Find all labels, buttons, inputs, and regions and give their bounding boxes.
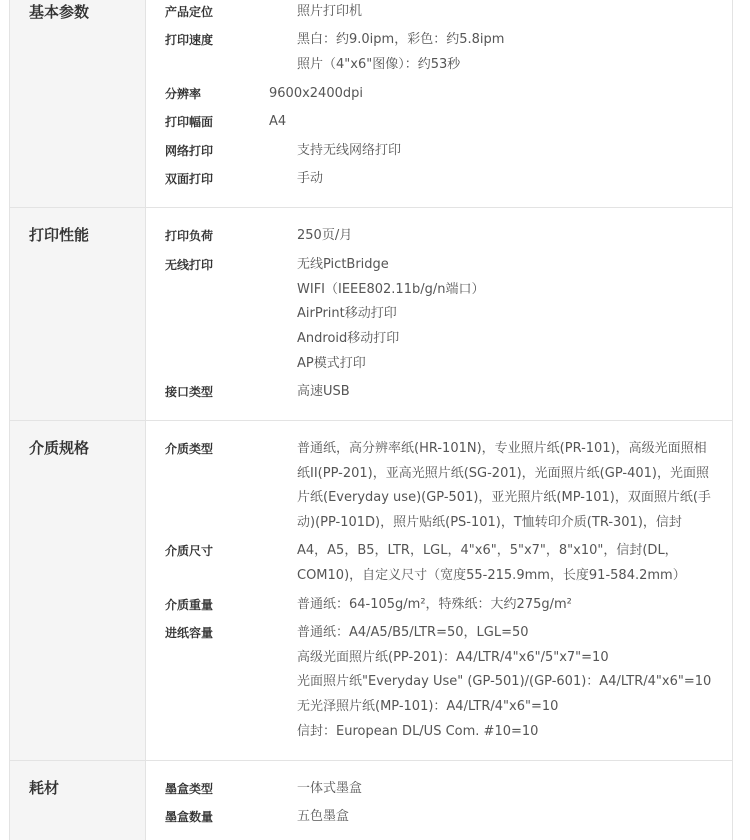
spec-value	[269, 82, 722, 107]
spec-label: 介质重量	[165, 598, 214, 612]
spec-value-line: A4，A5，B5，LTR，LGL，4"x6"，5"x7"，8"x10"，信封(DL，	[297, 543, 678, 558]
spec-value	[269, 110, 722, 135]
spec-value	[297, 593, 722, 618]
spec-value-line: 高速USB	[297, 384, 350, 399]
spec-value-line: 片纸(Everyday use)(GP-501)，亚光照片纸(MP-101)，双面照片纸(手	[297, 490, 711, 506]
spec-value	[297, 224, 722, 249]
spec-value-line: 手动	[297, 171, 324, 186]
spec-value	[297, 437, 722, 536]
spec-value-line: 普通纸：64-105g/m²，特殊纸：大约275g/m²	[297, 597, 572, 612]
spec-label: 介质尺寸	[165, 544, 214, 558]
section-media	[10, 421, 732, 761]
spec-value-line: 高级光面照片纸(PP-201)：A4/LTR/4"x6"/5"x7"=10	[297, 649, 609, 665]
category-cell	[10, 761, 146, 840]
category-cell	[10, 0, 146, 207]
spec-label: 无线打印	[165, 258, 214, 272]
section-rows	[146, 0, 732, 207]
category-title: 介质规格	[29, 439, 90, 457]
category-title: 耗材	[29, 779, 60, 797]
spec-label: 产品定位	[165, 5, 214, 19]
spec-value-line: 9600x2400dpi	[269, 86, 363, 101]
spec-value-line: 照片（4"x6"图像）：约53秒	[297, 56, 461, 72]
spec-value	[297, 0, 722, 25]
section-rows	[146, 421, 732, 760]
spec-value-line: A4	[269, 114, 287, 129]
section-basic	[10, 0, 732, 208]
section-performance	[10, 208, 732, 421]
spec-value	[297, 805, 722, 830]
spec-label: 分辨率	[165, 87, 202, 101]
spec-value-line: AP模式打印	[297, 355, 366, 371]
spec-label: 双面打印	[165, 172, 214, 186]
spec-value	[297, 777, 722, 802]
category-title: 基本参数	[29, 3, 90, 21]
spec-value-line: 五色墨盒	[297, 809, 350, 824]
spec-value	[297, 621, 722, 745]
section-consumables	[10, 761, 732, 840]
spec-label: 打印负荷	[165, 229, 214, 243]
spec-value-line: 250页/月	[297, 228, 353, 243]
spec-value	[297, 28, 722, 77]
spec-label: 网络打印	[165, 144, 214, 158]
spec-value-line: 普通纸：A4/A5/B5/LTR=50，LGL=50	[297, 625, 529, 640]
spec-value-line: 普通纸，高分辨率纸(HR-101N)，专业照片纸(PR-101)，高级光面照相	[297, 441, 707, 456]
section-rows	[146, 208, 732, 420]
spec-value-line: 动)(PP-101D)，照片贴纸(PS-101)，T恤转印介质(TR-301)，信封	[297, 515, 682, 531]
spec-value	[297, 167, 722, 192]
spec-value-line: COM10)，自定义尺寸（宽度55-215.9mm，长度91-584.2mm）	[297, 567, 686, 583]
spec-label: 墨盒数量	[165, 810, 214, 824]
spec-value	[297, 139, 722, 164]
spec-value-line: 无线PictBridge	[297, 257, 389, 272]
spec-label: 进纸容量	[165, 626, 214, 640]
spec-value	[297, 539, 722, 588]
spec-value-line: Android移动打印	[297, 331, 400, 347]
spec-label: 墨盒类型	[165, 782, 214, 796]
category-title: 打印性能	[29, 226, 90, 244]
spec-value-line: 黑白：约9.0ipm，彩色：约5.8ipm	[297, 32, 505, 47]
spec-value-line: 一体式墨盒	[297, 781, 363, 796]
category-cell	[10, 421, 146, 760]
spec-label: 接口类型	[165, 385, 214, 399]
spec-value-line: 光面照片纸"Everyday Use" (GP-501)/(GP-601)：A4/LTR/4"x6"=10	[297, 674, 712, 690]
spec-value-line: 信封：European DL/US Com. #10=10	[297, 723, 539, 739]
section-rows	[146, 761, 732, 840]
spec-value-line: 纸II(PP-201)，亚高光照片纸(SG-201)，光面照片纸(GP-401)，光面照	[297, 465, 709, 481]
spec-label: 介质类型	[165, 442, 214, 456]
spec-table	[9, 0, 733, 840]
spec-label: 打印幅面	[165, 115, 214, 129]
spec-value-line: 无光泽照片纸(MP-101)：A4/LTR/4"x6"=10	[297, 699, 559, 715]
spec-value-line: WIFI（IEEE802.11b/g/n端口）	[297, 281, 485, 297]
spec-value-line: 支持无线网络打印	[297, 143, 402, 158]
spec-value	[297, 380, 722, 405]
spec-label: 打印速度	[165, 33, 214, 47]
spec-value-line: AirPrint移动打印	[297, 306, 397, 322]
category-cell	[10, 208, 146, 420]
spec-value	[297, 253, 722, 377]
spec-value-line: 照片打印机	[297, 4, 363, 19]
